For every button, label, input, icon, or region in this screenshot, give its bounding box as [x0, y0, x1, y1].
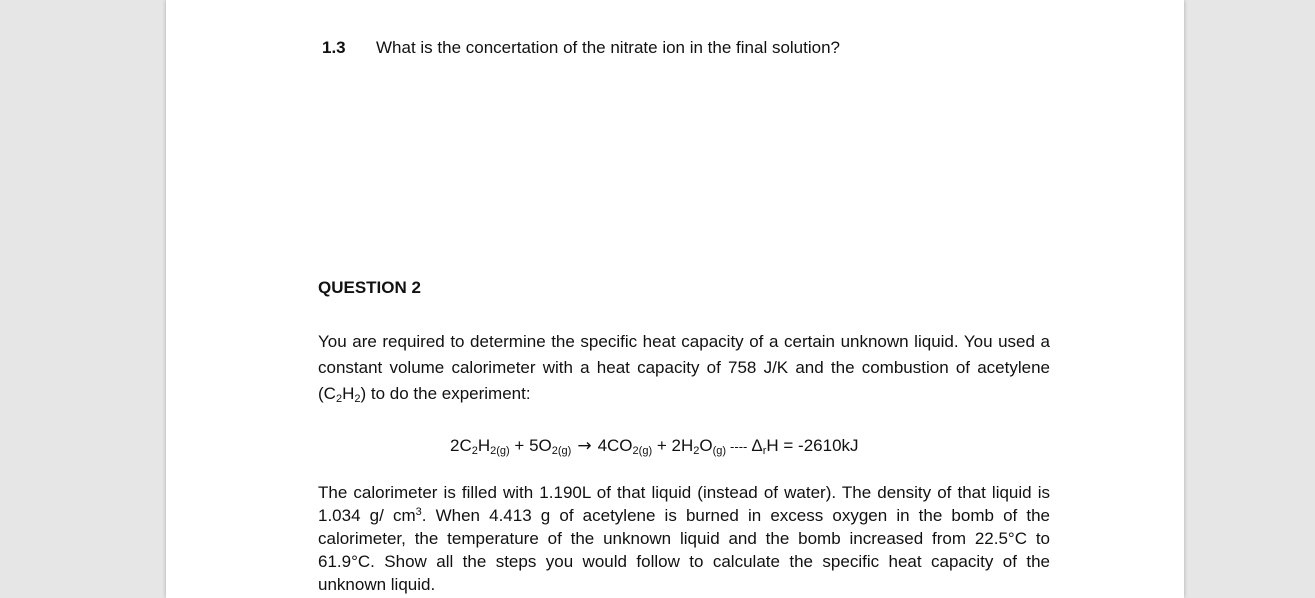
eq-term: 2C: [450, 436, 472, 455]
eq-term: + 2H: [652, 436, 694, 455]
question-number: 1.3: [322, 38, 346, 57]
intro-text: H: [342, 384, 355, 403]
document-page: [166, 0, 1184, 598]
eq-subscript: 2(g): [490, 445, 510, 457]
question-2-heading: QUESTION 2: [318, 278, 421, 297]
question-2-intro-paragraph: [318, 329, 1050, 407]
eq-subscript: r: [762, 445, 767, 457]
eq-subscript: (g): [712, 445, 727, 457]
reaction-arrow-icon: →: [577, 436, 592, 456]
eq-term: O: [699, 436, 713, 455]
combustion-equation: [450, 435, 859, 458]
question-text: What is the concertation of the nitrate ion in the final solution?: [376, 38, 840, 57]
eq-subscript: 2(g): [632, 445, 653, 457]
eq-dashes: ----: [730, 439, 748, 454]
eq-term: H: [477, 436, 491, 455]
superscript: 3: [415, 506, 422, 518]
subscript: 2: [335, 393, 343, 405]
eq-subscript: 2: [693, 445, 700, 457]
question-2-details-paragraph: [318, 481, 1050, 596]
eq-term: + 5O: [509, 436, 552, 455]
eq-subscript: 2: [471, 445, 478, 457]
eq-enthalpy: H = -2610kJ: [766, 436, 859, 455]
question-1-3: [322, 37, 840, 59]
intro-text: ) to do the experiment:: [360, 384, 531, 403]
eq-term: 4CO: [597, 436, 633, 455]
eq-subscript: 2(g): [551, 445, 572, 457]
intro-text: You are required to determine the specific heat capacity of a certain unknown liquid. You used a constant volume calorimeter with a heat capacity of 758 J/K and the combustion of acetylene (C: [318, 332, 1050, 403]
details-text: The calorimeter is filled with 1.190L of that liquid (instead of water). The density of that liquid is 1.034 g/ cm: [318, 483, 1050, 525]
subscript: 2: [354, 393, 361, 405]
details-text: . When 4.413 g of acetylene is burned in excess oxygen in the bomb of the calorimeter, the temperature of the unknown liquid and the bomb increased from 22.5°C to 61.9°C. Show all the steps you would follow to calculate the specific heat capacity of the unknown liquid.: [318, 506, 1051, 594]
eq-term: Δ: [751, 436, 763, 455]
